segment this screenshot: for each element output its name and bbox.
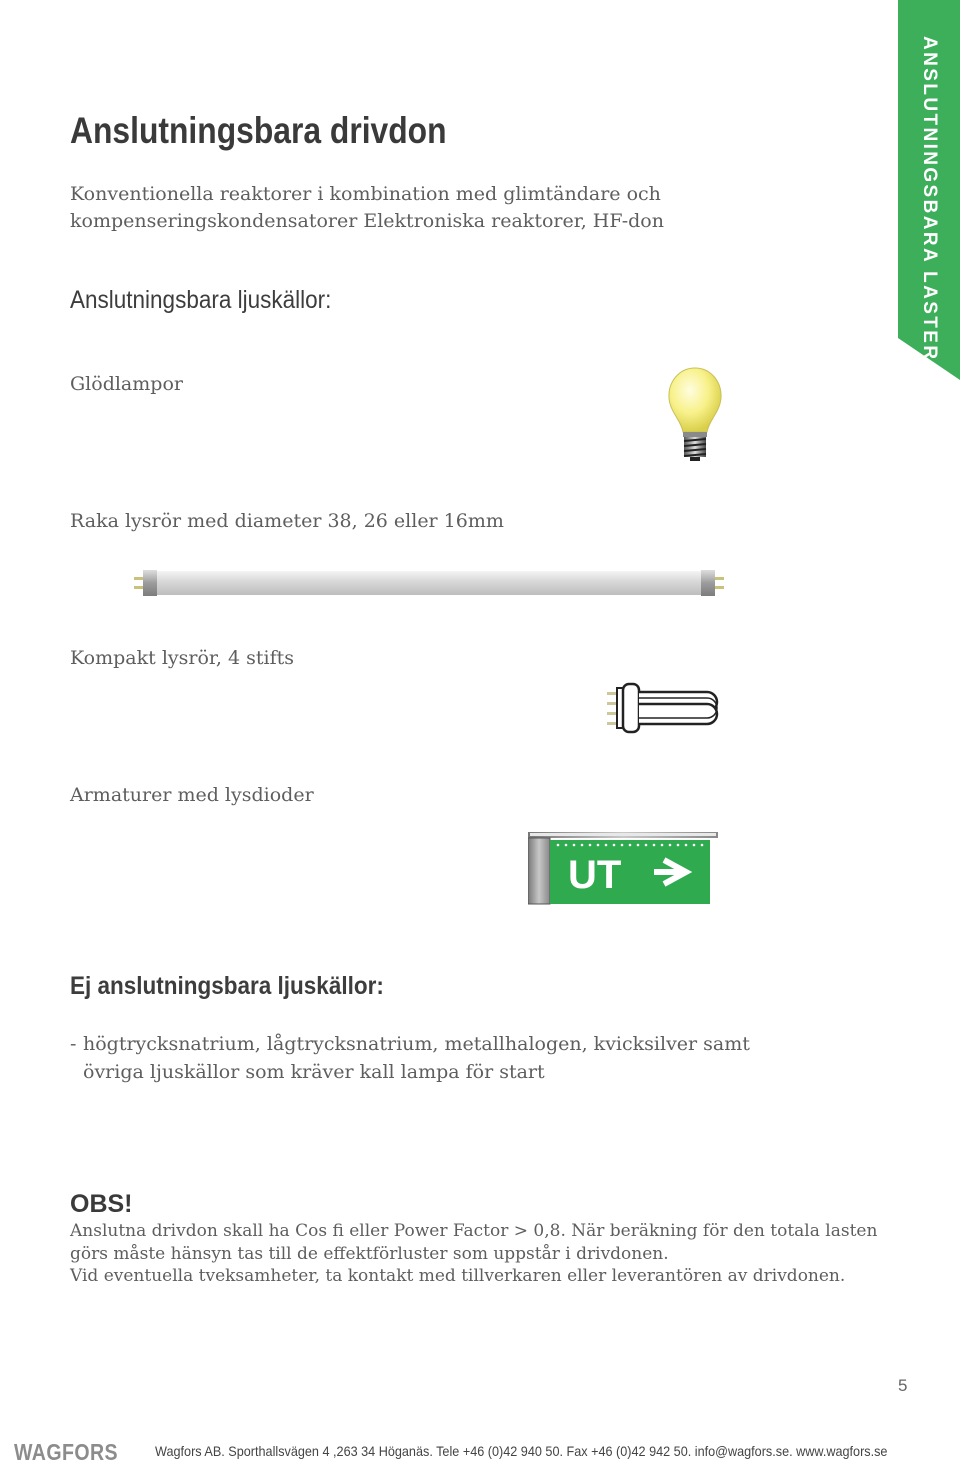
- not-connectable-text: högtrycksnatrium, lågtrycksnatrium, metallhalogen, kvicksilver samt övriga ljuskällor som kräver kall lampa för start: [83, 1033, 750, 1083]
- side-tab-label: ANSLUTNINGSBARA LASTER: [919, 36, 940, 362]
- item-led: Armaturer med lysdioder: [70, 784, 314, 806]
- list-dash: -: [70, 1033, 77, 1055]
- item-tubes: Raka lysrör med diameter 38, 26 eller 16mm: [70, 510, 504, 532]
- obs-line-3: Vid eventuella tveksamheter, ta kontakt med tillverkaren eller leverantören av drivdonen.: [70, 1266, 846, 1286]
- logo-text: WAGFORS: [14, 1438, 118, 1465]
- item-compact: Kompakt lysrör, 4 stifts: [70, 647, 294, 669]
- page-number: 5: [898, 1376, 908, 1395]
- obs-title: OBS!: [70, 1190, 133, 1218]
- obs-line-2: görs måste hänsyn tas till de effektförluster som uppstår i drivdonen.: [70, 1243, 669, 1264]
- light-bulb-icon: [664, 366, 726, 468]
- fluorescent-tube-icon: [134, 566, 724, 604]
- obs-line-1: Anslutna drivdon skall ha Cos fi eller Power Factor > 0,8. När beräkning för den totala lasten: [70, 1221, 878, 1241]
- connectable-heading: Anslutningsbara ljuskällor:: [70, 286, 332, 314]
- page-title: Anslutningsbara drivdon: [70, 110, 447, 151]
- obs-body: [70, 1220, 878, 1288]
- compact-fluorescent-icon: [607, 682, 723, 738]
- not-connectable-list: [70, 1030, 790, 1086]
- wagfors-logo: [10, 1438, 134, 1466]
- intro-text: Konventionella reaktorer i kombination med glimtändare och kompenseringskondensatorer Elektroniska reaktorer, HF-don: [70, 183, 664, 232]
- not-connectable-heading: Ej anslutningsbara ljuskällor:: [70, 972, 384, 1000]
- item-incandescent: Glödlampor: [70, 373, 183, 395]
- side-section-tab: [898, 0, 960, 380]
- exit-sign-icon: [528, 832, 720, 910]
- exit-sign-text: UT: [568, 853, 622, 897]
- footer-address: Wagfors AB. Sporthallsvägen 4 ,263 34 Höganäs. Tele +46 (0)42 940 50. Fax +46 (0)42 942 50. info@wagfors.se. www.wagfors.se: [155, 1444, 888, 1459]
